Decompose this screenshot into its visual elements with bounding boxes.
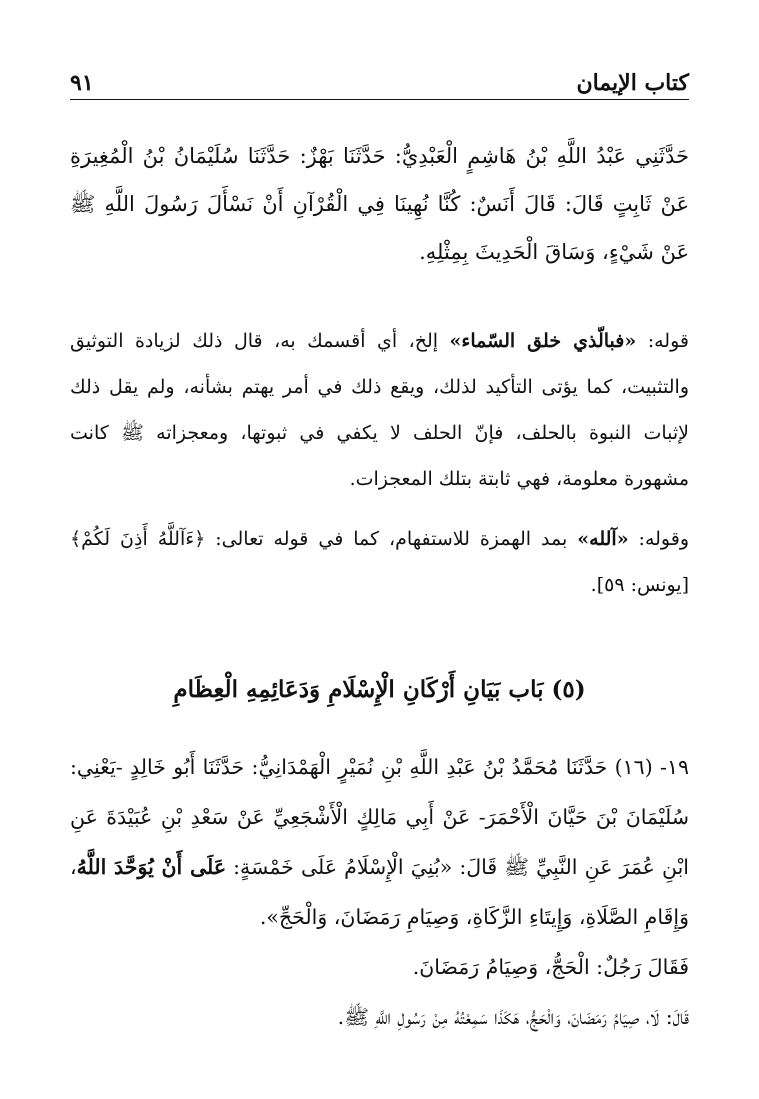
hadith-2-bold-phrase: عَلَى أَنْ يُوَحَّدَ اللَّهُ xyxy=(76,855,227,879)
commentary-2-intro: وقوله: xyxy=(628,528,689,550)
hadith-2-part-1: ١٩- (١٦) حَدَّثَنَا مُحَمَّدُ بْنُ عَبْدِ اللَّهِ بْنِ نُمَيْرٍ الْهَمْدَانِيُّ: حَدَّثَنَا أَبُو خَالِدٍ -يَعْنِي: سُلَيْمَانَ بْنَ حَيَّانَ الْأَحْمَرَ- عَنْ أَبِي مَالِكٍ الْأَشْجَعِيِّ عَنْ سَعْدِ بْنِ عُبَيْدَةَ عَنِ ابْنِ عُمَرَ عَنِ النَّبِيِّ ﷺ قَالَ: «بُنِيَ الْإِسْلَامُ عَلَى خَمْسَةٍ: xyxy=(70,755,690,879)
header-divider xyxy=(70,99,689,100)
paragraph-spacer xyxy=(70,502,689,516)
running-title: كتاب الإيمان xyxy=(576,70,689,96)
page-number: ٩١ xyxy=(70,70,94,96)
commentary-paragraph-2 xyxy=(70,516,689,608)
hadith-2-part-2: ، وَإِقَامِ الصَّلَاةِ، وَإِيتَاءِ الزَّكَاةِ، وَصِيَامِ رَمَضَانَ، وَالْحَجِّ». xyxy=(70,855,689,929)
page-header xyxy=(70,62,689,96)
commentary-1-quote: «فبالّذي خلق السّماء» xyxy=(449,330,637,352)
hadith-2-line-2: فَقَالَ رَجُلٌ: الْحَجُّ، وَصِيَامُ رَمَضَانَ. xyxy=(412,955,689,979)
hadith-2-main xyxy=(70,742,689,942)
hadith-1-body: حَدَّثَنِي عَبْدُ اللَّهِ بْنُ هَاشِمٍ الْعَبْدِيُّ: حَدَّثَنَا بَهْزٌ: حَدَّثَنَا سُلَيْمَانُ بْنُ الْمُغِيرَةِ عَنْ ثَابِتٍ قَالَ: قَالَ أَنَسٌ: كُنَّا نُهِينَا فِي الْقُرْآنِ أَنْ نَسْأَلَ رَسُولَ اللَّهِ ﷺ عَنْ شَيْءٍ، وَسَاقَ الْحَدِيثَ بِمِثْلِهِ. xyxy=(70,144,689,264)
hadith-2-line-3: قَالَ: لَا، صِيَامُ رَمَضَانَ، وَالْحَجُّ، هَكَذَا سَمِعْتُهُ مِنْ رَسُولِ اللَّهِ ﷺ. xyxy=(337,1005,689,1029)
commentary-section xyxy=(70,318,689,608)
commentary-1-intro: قوله: xyxy=(636,330,689,352)
chapter-heading: (٥) بَاب بَيَانِ أَرْكَانِ الْإِسْلَامِ وَدَعَائِمِهِ الْعِظَامِ xyxy=(173,676,586,703)
commentary-2-rest: بمد الهمزة للاستفهام، كما في قوله تعالى: ﴿ءَآللَّهُ أَذِنَ لَكُمْ﴾ [يونس: ٥٩]. xyxy=(70,528,689,596)
commentary-2-quote: «آلله» xyxy=(577,528,629,550)
hadith-text-1 xyxy=(70,132,689,276)
commentary-paragraph-1 xyxy=(70,318,689,502)
hadith-text-2 xyxy=(70,742,689,1042)
commentary-1-rest: إلخ، أي أقسمك به، قال ذلك لزيادة التوثيق والتثبيت، كما يؤتى التأكيد لذلك، ويقع ذلك في أمر يهتم بشأنه، ولم يقل ذلك لإثبات النبوة بالحلف، فإنّ الحلف لا يكفي في ثبوتها، ومعجزاته ﷺ كانت مشهورة معلومة، فهي ثابتة بتلك المعجزات. xyxy=(70,330,689,490)
